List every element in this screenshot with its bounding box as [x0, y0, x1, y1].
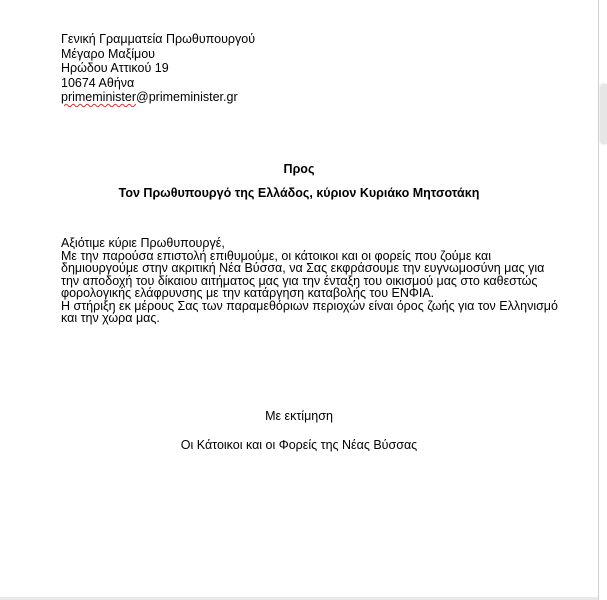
- sender-address: [61, 32, 255, 105]
- body-line: την αποδοχή του δίκαιου αιτήματος μας για την ένταξη του οικισμού μας στο καθεστώς: [61, 273, 538, 288]
- email-user[interactable]: primeminister: [61, 90, 137, 104]
- body-line: δημιουργούμε στην ακριτική Νέα Βύσσα, να Σας εκφράσουμε την ευγνωμοσύνη μας για: [61, 261, 545, 275]
- sender-line-1: Γενική Γραμματεία Πρωθυπουργού: [61, 32, 256, 46]
- side-panel-handle[interactable]: [601, 84, 607, 144]
- to-label: Προς: [283, 162, 315, 176]
- body-line: και την χώρα μας.: [61, 311, 160, 325]
- letter-body: [61, 237, 581, 325]
- closing-regards: Με εκτίμηση: [265, 409, 333, 423]
- sender-line-2: Μέγαρο Μαξίμου: [61, 46, 156, 61]
- body-line: Η στήριξη εκ μέρους Σας των παραμεθόριων περιοχών είναι όρος ζωής για τον Ελληνισμό: [61, 298, 558, 313]
- closing-signature: Οι Κάτοικοι και οι Φορείς της Νέας Βύσσας: [180, 438, 418, 452]
- body-line: φορολογικής ελάφρυνσης με την κατάργηση καταβολής του ΕΝΦΙΑ.: [61, 286, 435, 300]
- email-domain: @primeminister.gr: [136, 90, 238, 104]
- sender-line-4: 10674 Αθήνα: [61, 75, 135, 90]
- salutation: Αξιότιμε κύριε Πρωθυπουργέ,: [61, 236, 225, 250]
- body-line: Με την παρούσα επιστολή επιθυμούμε, οι κάτοικοι και οι φορείς που ζούμε και: [61, 248, 491, 263]
- sender-email: [61, 90, 255, 105]
- recipient-name: Τον Πρωθυπουργό της Ελλάδος, κύριον Κυριάκο Μητσοτάκη: [118, 186, 480, 200]
- sender-line-3: Ηρώδου Αττικού 19: [61, 61, 169, 75]
